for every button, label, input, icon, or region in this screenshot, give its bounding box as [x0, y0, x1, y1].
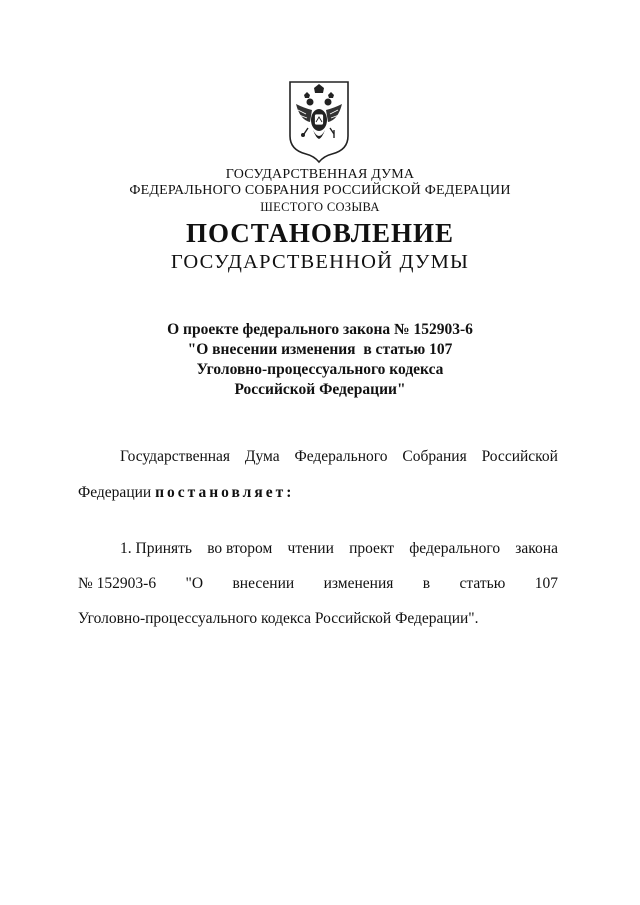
item1-line1 [120, 540, 558, 558]
subject-line3: Уголовно-процессуального кодекса [196, 361, 444, 378]
word: Российской [481, 448, 558, 465]
coat-of-arms-emblem [286, 78, 352, 164]
word: Государственная [120, 448, 231, 465]
word: изменения [323, 575, 394, 592]
preamble-line1 [120, 448, 558, 466]
word: Собрания [402, 448, 467, 465]
convocation: ШЕСТОГО СОЗЫВА [260, 200, 380, 214]
preamble-line2 [78, 484, 558, 502]
word: "О [185, 575, 204, 592]
subject-line2: "О внесении изменения в статью 107 [187, 341, 453, 358]
item1-line3: Уголовно-процессуального кодекса Российской Федерации". [78, 610, 479, 627]
word: Федерального [294, 448, 388, 465]
word: федерального [409, 540, 501, 557]
word: Дума [244, 448, 280, 465]
org-name-line2: ФЕДЕРАЛЬНОГО СОБРАНИЯ РОССИЙСКОЙ ФЕДЕРАЦИИ [129, 183, 511, 198]
preamble-line2-start: Федерации [78, 484, 156, 501]
subject-line4: Российской Федерации" [234, 381, 406, 398]
document-issuer: ГОСУДАРСТВЕННОЙ ДУМЫ [170, 251, 470, 273]
word: во втором [207, 540, 273, 557]
word: в [422, 575, 431, 592]
resolves-word: постановляет: [155, 484, 295, 501]
document-type: ПОСТАНОВЛЕНИЕ [185, 218, 455, 248]
word: чтении [287, 540, 334, 557]
subject-line1: О проекте федерального закона № 152903-6 [167, 321, 473, 338]
item1-line2 [78, 575, 558, 593]
word: 1. Принять [120, 540, 193, 557]
word: закона [515, 540, 558, 557]
word: статью [459, 575, 506, 592]
word: внесении [232, 575, 295, 592]
word: № 152903-6 [78, 575, 157, 592]
word: проект [349, 540, 395, 557]
word: 107 [534, 575, 558, 592]
org-name-line1: ГОСУДАРСТВЕННАЯ ДУМА [225, 167, 415, 182]
